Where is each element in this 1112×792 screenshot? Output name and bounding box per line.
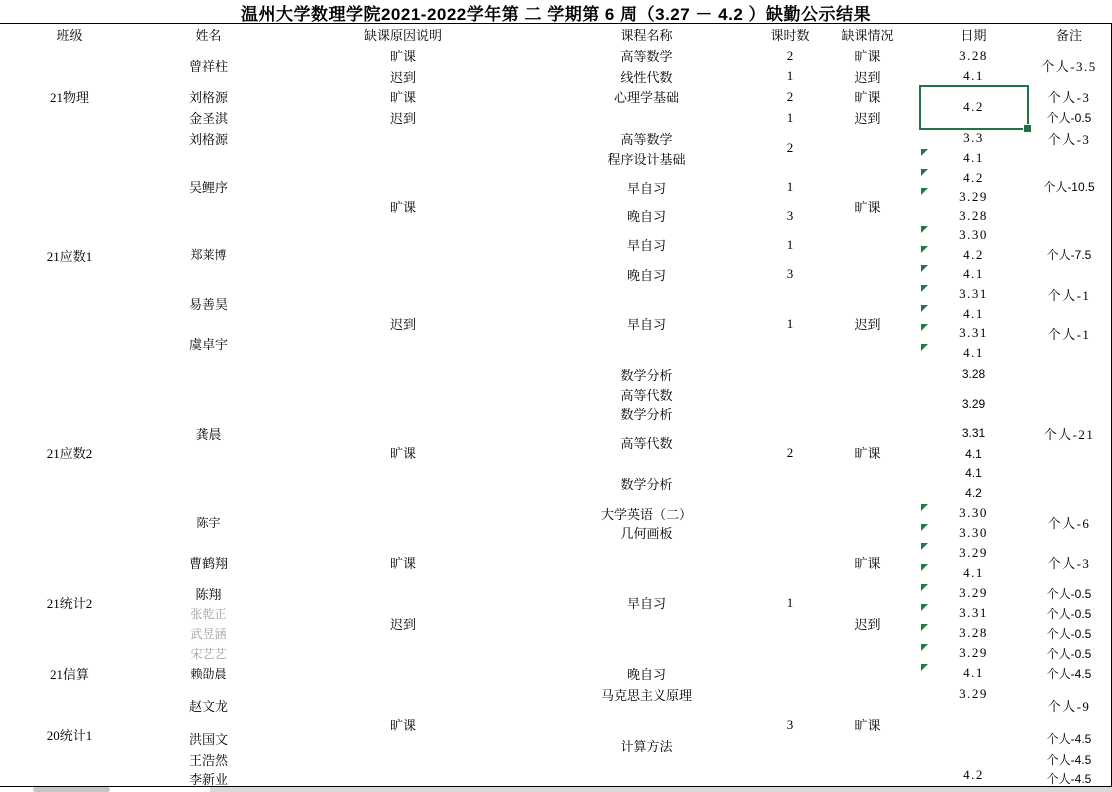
sheet-title[interactable]: 温州大学数理学院2021-2022学年第 二 学期第 6 周（3.27 － 4.2 ）缺勤公示结果	[240, 4, 872, 24]
cell-date[interactable]: 4.1	[920, 563, 1028, 584]
cell-course[interactable]: 高等代数	[528, 385, 766, 405]
cell-hours[interactable]: 2	[765, 128, 816, 169]
cell-date[interactable]: 4.1	[920, 304, 1028, 324]
cell-reason[interactable]: 迟到	[278, 107, 529, 129]
cell-hours[interactable]: 3	[765, 206, 816, 226]
cell-course[interactable]: 马克思主义原理	[528, 683, 766, 706]
cell-course[interactable]	[528, 107, 766, 129]
cell-name[interactable]: 曾祥柱	[139, 45, 279, 87]
cell-remark[interactable]: 个人-0.5	[1027, 107, 1112, 129]
cell-remark[interactable]: 个人-4.5	[1027, 727, 1112, 750]
cell-remark[interactable]: 个人-1	[1027, 323, 1112, 344]
cell-remark[interactable]: 个人-0.5	[1027, 643, 1112, 664]
cell-course[interactable]: 早自习	[528, 284, 766, 364]
cell-reason[interactable]: 旷课	[278, 86, 529, 108]
cell-name[interactable]: 刘格源	[139, 86, 279, 108]
cell-remark[interactable]: 个人-0.5	[1027, 603, 1112, 624]
cell-date[interactable]: 3.29	[920, 583, 1028, 604]
cell-date[interactable]: 3.29	[920, 187, 1028, 207]
cell-date[interactable]: 3.29	[920, 643, 1028, 664]
cell-reason[interactable]: 旷课	[278, 663, 529, 787]
cell-date[interactable]: 4.1	[920, 66, 1028, 87]
cell-name[interactable]: 金圣淇	[139, 107, 279, 129]
cell-name[interactable]: 刘格源	[139, 128, 279, 149]
cell-date[interactable]: 3.28	[920, 363, 1028, 386]
cell-class[interactable]: 21应数2	[0, 363, 140, 543]
cell-name[interactable]: 吴鲤序	[139, 148, 279, 226]
cell-date[interactable]: 3.3	[920, 128, 1028, 149]
cell-date[interactable]: 3.29	[920, 683, 1028, 706]
cell-hours[interactable]: 1	[765, 107, 816, 129]
cell-remark[interactable]: 个人-7.5	[1027, 225, 1112, 285]
cell-remark[interactable]	[1027, 304, 1112, 324]
cell-course[interactable]: 早自习	[528, 225, 766, 265]
cell-reason[interactable]: 旷课	[278, 45, 529, 67]
cell-status[interactable]: 迟到	[815, 284, 921, 364]
cell-class[interactable]: 21统计2	[0, 542, 140, 664]
cell-status[interactable]: 旷课	[815, 128, 921, 285]
cell-reason[interactable]: 旷课	[278, 128, 529, 285]
cell-remark[interactable]: 个人-3	[1027, 128, 1112, 149]
cell-remark[interactable]: 个人-4.5	[1027, 770, 1112, 787]
cell-remark[interactable]: 个人-4.5	[1027, 663, 1112, 684]
cell-name[interactable]: 张乾正	[139, 603, 279, 624]
cell-date[interactable]: 4.2	[920, 86, 1028, 129]
cell-date[interactable]: 3.29	[920, 385, 1028, 423]
cell-date[interactable]: 4.2	[920, 245, 1028, 265]
cell-name[interactable]: 李新业	[139, 770, 279, 787]
cell-reason[interactable]: 迟到	[278, 583, 529, 664]
cell-course[interactable]: 几何画板	[528, 523, 766, 543]
cell-name[interactable]: 易善昊	[139, 284, 279, 324]
cell-date[interactable]: 4.1	[920, 463, 1028, 484]
cell-status[interactable]: 旷课	[815, 542, 921, 584]
cell-name[interactable]: 赖劭晨	[139, 663, 279, 684]
cell-date[interactable]: 3.28	[920, 45, 1028, 67]
cell-remark[interactable]	[1027, 343, 1112, 364]
cell-date[interactable]: 3.28	[920, 623, 1028, 644]
cell-date[interactable]: 3.30	[920, 503, 1028, 524]
cell-name[interactable]: 郑莱博	[139, 225, 279, 285]
cell-hours[interactable]: 1	[765, 542, 816, 664]
cell-name[interactable]: 陈宇	[139, 503, 279, 543]
cell-class[interactable]: 20统计1	[0, 683, 140, 787]
header-class[interactable]: 班级	[0, 24, 140, 46]
cell-hours[interactable]: 3	[765, 663, 816, 787]
header-status[interactable]: 缺课情况	[815, 24, 921, 46]
cell-course[interactable]: 计算方法	[528, 705, 766, 787]
cell-remark[interactable]: 个人-10.5	[1027, 148, 1112, 226]
cell-date[interactable]: 3.31	[920, 284, 1028, 305]
cell-course[interactable]: 高等代数	[528, 422, 766, 464]
cell-reason[interactable]: 迟到	[278, 284, 529, 364]
cell-hours[interactable]: 3	[765, 264, 816, 285]
bottom-strip	[210, 787, 1112, 792]
cell-hours[interactable]: 2	[765, 363, 816, 543]
cell-course[interactable]: 早自习	[528, 168, 766, 207]
cell-reason[interactable]: 迟到	[278, 66, 529, 87]
cell-status[interactable]: 旷课	[815, 363, 921, 543]
cell-course[interactable]: 数学分析	[528, 404, 766, 423]
cell-date[interactable]: 3.30	[920, 523, 1028, 543]
fill-handle[interactable]	[1023, 124, 1032, 133]
cell-date[interactable]: 3.30	[920, 225, 1028, 246]
cell-date[interactable]: 4.2	[920, 483, 1028, 504]
cell-remark[interactable]: 个人-3	[1027, 86, 1112, 108]
cell-name[interactable]: 陈翔	[139, 583, 279, 604]
cell-name[interactable]: 曹鹤翔	[139, 542, 279, 584]
cell-course[interactable]: 晚自习	[528, 206, 766, 226]
header-course[interactable]: 课程名称	[528, 24, 766, 46]
cell-date[interactable]: 4.1	[920, 663, 1028, 684]
cell-remark[interactable]: 个人-3.5	[1027, 45, 1112, 87]
header-hours[interactable]: 课时数	[765, 24, 816, 46]
cell-remark[interactable]: 个人-3	[1027, 542, 1112, 584]
cell-hours[interactable]: 1	[765, 66, 816, 87]
scrollbar-thumb[interactable]	[33, 787, 110, 792]
header-date[interactable]: 日期	[920, 24, 1028, 46]
cell-course[interactable]: 高等数学	[528, 128, 766, 149]
cell-course[interactable]: 晚自习	[528, 663, 766, 684]
cell-course[interactable]: 大学英语（二）	[528, 503, 766, 524]
cell-hours[interactable]: 1	[765, 225, 816, 265]
cell-date[interactable]: 4.2	[920, 168, 1028, 188]
cell-course[interactable]: 早自习	[528, 542, 766, 664]
cell-class[interactable]: 21物理	[0, 45, 140, 149]
header-name[interactable]: 姓名	[139, 24, 279, 46]
cell-status[interactable]: 旷课	[815, 663, 921, 787]
cell-reason[interactable]: 旷课	[278, 542, 529, 584]
cell-remark[interactable]: 个人-6	[1027, 503, 1112, 543]
cell-course[interactable]: 高等数学	[528, 45, 766, 67]
cell-name[interactable]: 赵文龙	[139, 683, 279, 728]
cell-hours[interactable]: 1	[765, 168, 816, 207]
cell-name[interactable]: 武昱涵	[139, 623, 279, 644]
cell-course[interactable]: 数学分析	[528, 363, 766, 386]
cell-remark[interactable]: 个人-21	[1027, 363, 1112, 504]
cell-date[interactable]: 4.1	[920, 148, 1028, 169]
cell-date[interactable]: 4.2	[920, 705, 1028, 787]
cell-reason[interactable]: 旷课	[278, 363, 529, 543]
cell-remark[interactable]: 个人-9	[1027, 683, 1112, 728]
cell-hours[interactable]: 2	[765, 45, 816, 67]
cell-status[interactable]: 迟到	[815, 66, 921, 87]
cell-date[interactable]: 3.31	[920, 323, 1028, 344]
cell-course[interactable]: 晚自习	[528, 264, 766, 285]
cell-date[interactable]: 3.28	[920, 206, 1028, 226]
cell-remark[interactable]: 个人-0.5	[1027, 583, 1112, 604]
cell-hours[interactable]: 2	[765, 86, 816, 108]
cell-status[interactable]: 旷课	[815, 86, 921, 108]
cell-class[interactable]: 21信算	[0, 663, 140, 684]
cell-name[interactable]: 龚晨	[139, 363, 279, 504]
cell-name[interactable]: 宋艺艺	[139, 643, 279, 664]
cell-date[interactable]: 4.1	[920, 444, 1028, 464]
cell-course[interactable]: 心理学基础	[528, 86, 766, 108]
cell-name[interactable]: 洪国文	[139, 727, 279, 750]
cell-class[interactable]: 21应数1	[0, 148, 140, 364]
header-remark[interactable]: 备注	[1027, 24, 1112, 46]
cell-course[interactable]: 程序设计基础	[528, 148, 766, 169]
cell-status[interactable]: 旷课	[815, 45, 921, 67]
cell-date[interactable]: 3.31	[920, 422, 1028, 445]
cell-remark[interactable]: 个人-1	[1027, 284, 1112, 305]
cell-status[interactable]: 迟到	[815, 583, 921, 664]
cell-name[interactable]: 虞卓宇	[139, 323, 279, 364]
cell-remark[interactable]: 个人-4.5	[1027, 749, 1112, 771]
cell-date[interactable]: 4.1	[920, 264, 1028, 285]
cell-remark[interactable]: 个人-0.5	[1027, 623, 1112, 644]
cell-name[interactable]: 王浩然	[139, 749, 279, 771]
cell-hours[interactable]: 1	[765, 284, 816, 364]
cell-date[interactable]: 4.1	[920, 343, 1028, 364]
cell-course[interactable]: 数学分析	[528, 463, 766, 504]
cell-date[interactable]: 3.31	[920, 603, 1028, 624]
cell-date[interactable]: 3.29	[920, 542, 1028, 564]
cell-course[interactable]: 线性代数	[528, 66, 766, 87]
cell-status[interactable]: 迟到	[815, 107, 921, 129]
header-reason[interactable]: 缺课原因说明	[278, 24, 529, 46]
